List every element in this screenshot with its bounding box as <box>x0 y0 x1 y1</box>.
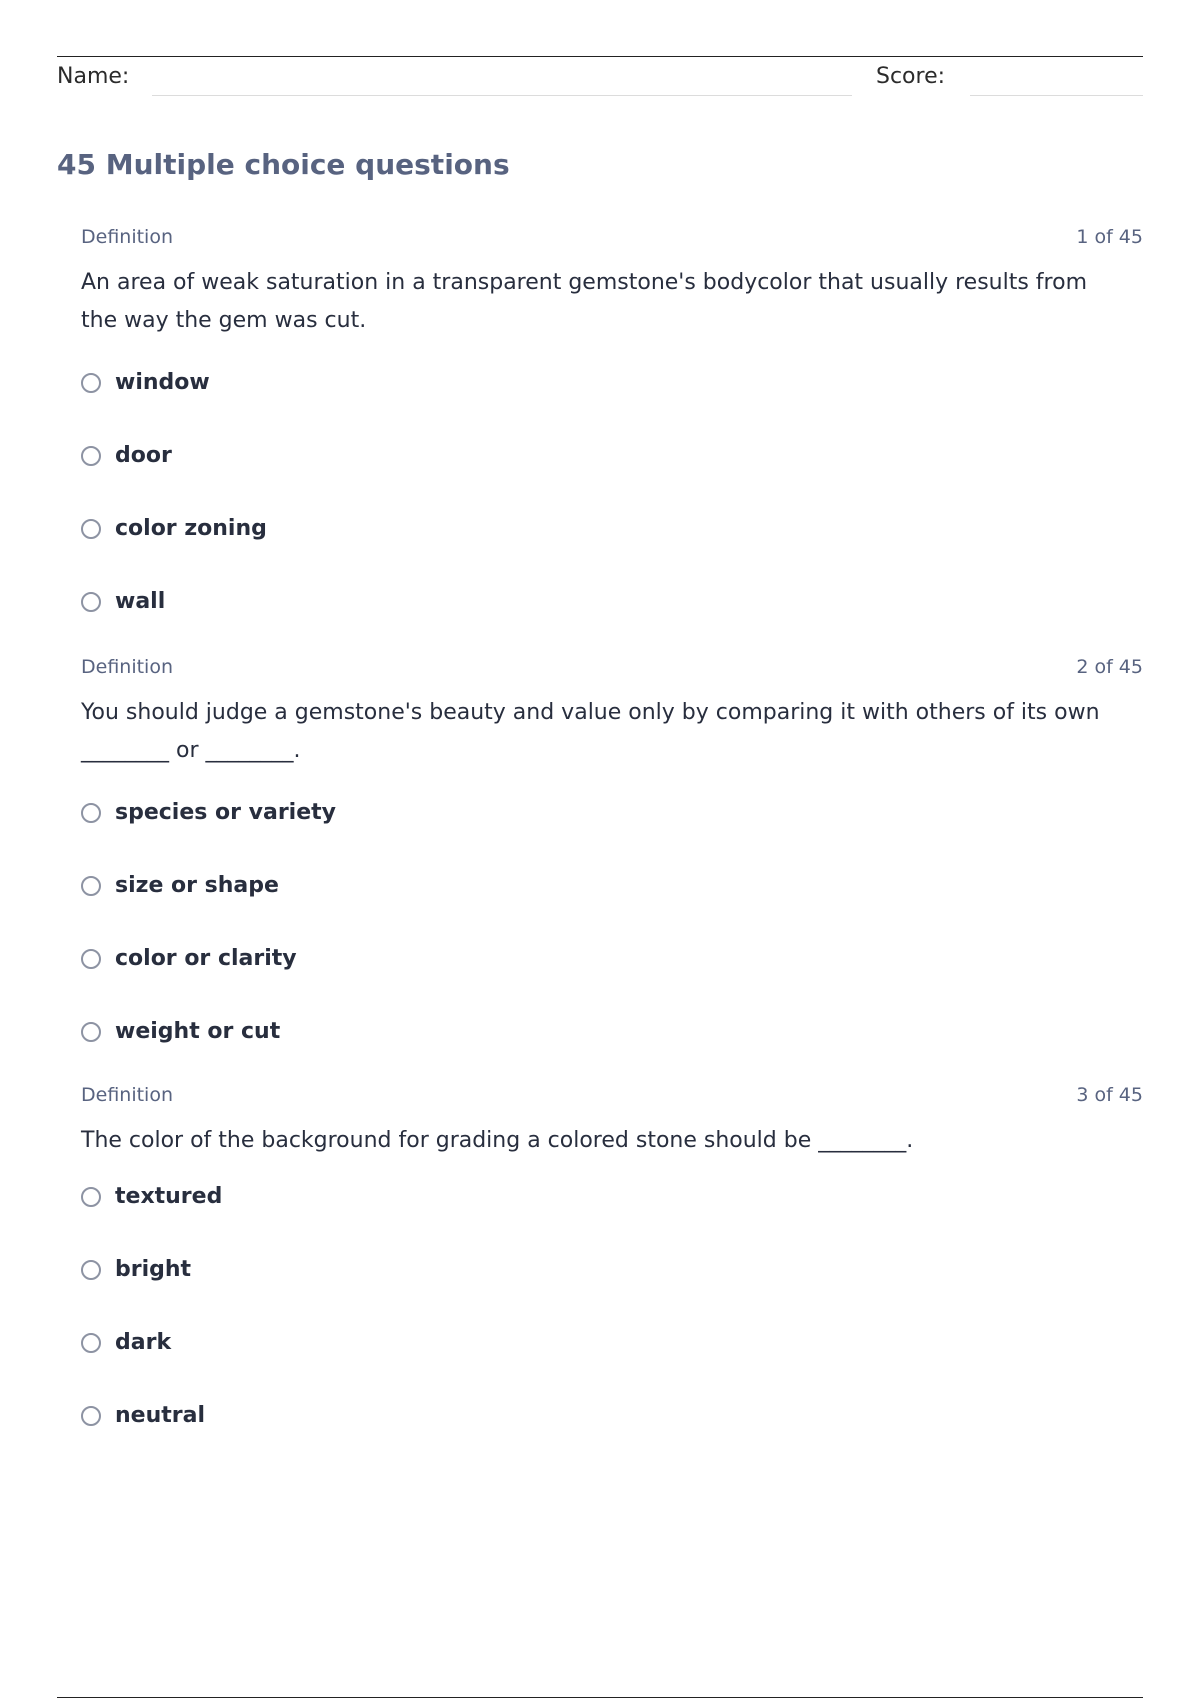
question-header <box>81 226 1143 254</box>
section-title: 45 Multiple choice questions <box>57 148 510 181</box>
question-counter: 2 of 45 <box>1076 656 1143 678</box>
answer-option[interactable] <box>81 995 1143 1068</box>
answer-option[interactable] <box>81 565 1143 638</box>
radio-button-icon[interactable] <box>81 1022 101 1042</box>
answer-option[interactable] <box>81 922 1143 995</box>
answer-options <box>81 1160 1143 1452</box>
bottom-divider <box>57 1697 1143 1698</box>
top-divider <box>57 56 1143 57</box>
radio-button-icon[interactable] <box>81 1187 101 1207</box>
radio-button-icon[interactable] <box>81 1260 101 1280</box>
answer-label: bright <box>115 1257 192 1282</box>
radio-button-icon[interactable] <box>81 876 101 896</box>
question-header <box>81 1084 1143 1112</box>
worksheet-page <box>57 0 1143 1700</box>
question-type: Definition <box>81 656 174 678</box>
answer-label: neutral <box>115 1403 205 1428</box>
answer-label: dark <box>115 1330 172 1355</box>
answer-label: weight or cut <box>115 1019 281 1044</box>
question-1 <box>81 226 1143 638</box>
radio-button-icon[interactable] <box>81 803 101 823</box>
answer-option[interactable] <box>81 1160 1143 1233</box>
radio-button-icon[interactable] <box>81 446 101 466</box>
radio-button-icon[interactable] <box>81 949 101 969</box>
radio-button-icon[interactable] <box>81 373 101 393</box>
answer-option[interactable] <box>81 1379 1143 1452</box>
score-field[interactable] <box>970 95 1143 96</box>
answer-label: size or shape <box>115 873 279 898</box>
answer-option[interactable] <box>81 776 1143 849</box>
answer-label: door <box>115 443 172 468</box>
name-label: Name: <box>57 64 130 89</box>
score-label: Score: <box>876 64 946 89</box>
answer-label: textured <box>115 1184 223 1209</box>
radio-button-icon[interactable] <box>81 592 101 612</box>
header-row <box>57 60 1143 100</box>
answer-options <box>81 776 1143 1068</box>
answer-options <box>81 346 1143 638</box>
answer-option[interactable] <box>81 1233 1143 1306</box>
question-text: You should judge a gemstone's beauty and value only by comparing it with others of its own ________ or ________. <box>81 700 1100 763</box>
question-text: The color of the background for grading a colored stone should be ________. <box>81 1128 914 1153</box>
answer-label: wall <box>115 589 166 614</box>
answer-option[interactable] <box>81 1306 1143 1379</box>
question-header <box>81 656 1143 684</box>
question-text: An area of weak saturation in a transparent gemstone's bodycolor that usually results from the way the gem was cut. <box>81 270 1088 333</box>
question-2 <box>81 656 1143 1068</box>
answer-label: color or clarity <box>115 946 297 971</box>
answer-option[interactable] <box>81 419 1143 492</box>
question-counter: 1 of 45 <box>1076 226 1143 248</box>
answer-option[interactable] <box>81 346 1143 419</box>
radio-button-icon[interactable] <box>81 519 101 539</box>
answer-option[interactable] <box>81 492 1143 565</box>
answer-option[interactable] <box>81 849 1143 922</box>
question-3 <box>81 1084 1143 1452</box>
answer-label: color zoning <box>115 516 267 541</box>
question-counter: 3 of 45 <box>1076 1084 1143 1106</box>
name-field[interactable] <box>152 95 852 96</box>
answer-label: species or variety <box>115 800 336 825</box>
radio-button-icon[interactable] <box>81 1333 101 1353</box>
question-type: Definition <box>81 226 174 248</box>
radio-button-icon[interactable] <box>81 1406 101 1426</box>
answer-label: window <box>115 370 210 395</box>
question-type: Definition <box>81 1084 174 1106</box>
